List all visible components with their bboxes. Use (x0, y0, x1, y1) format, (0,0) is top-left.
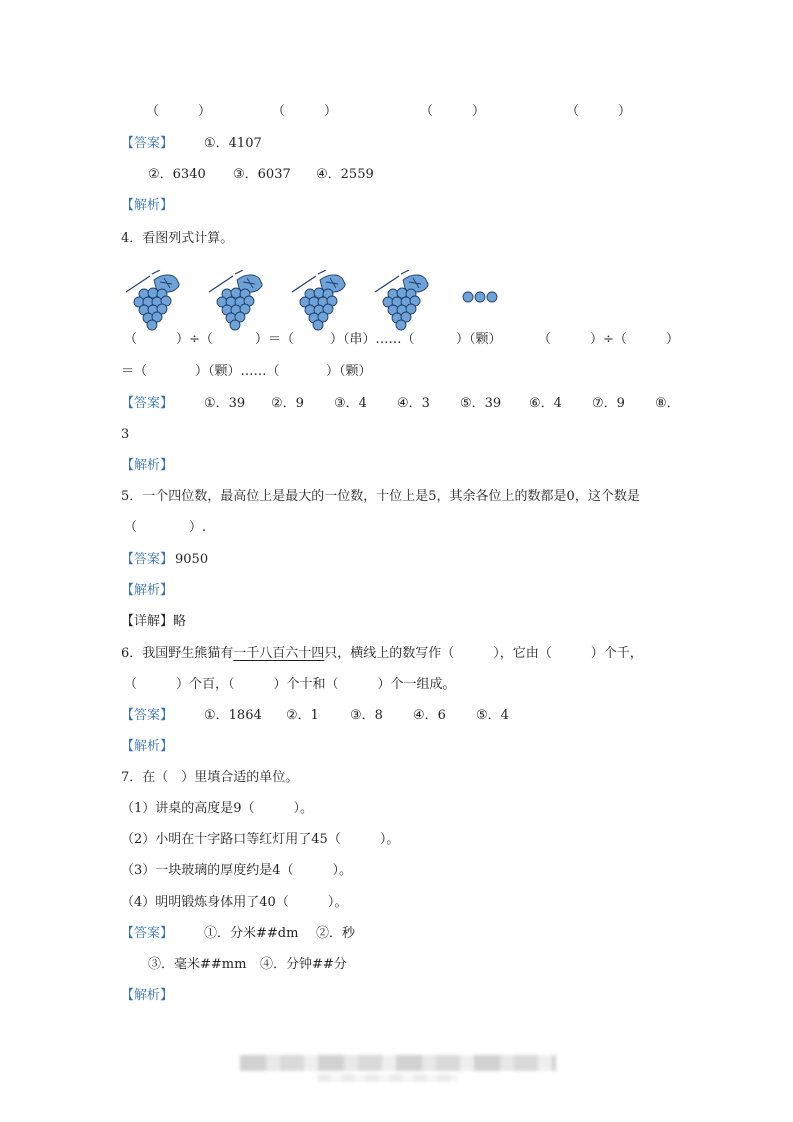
question-7-title: 7．在（ ）里填合适的单位。 (121, 770, 299, 785)
answer-tag: 【答案】 (121, 552, 174, 567)
question-7-item: （2）小明在十字路口等红灯用了45（ ）。 (121, 832, 400, 847)
formula-part: （ (124, 332, 138, 347)
analysis-tag: 【解析】 (121, 988, 174, 1003)
answer-text: ③．4 (334, 396, 367, 411)
answer-text: ③．毫米##mm (148, 957, 247, 972)
formula-part: ）÷（ (176, 332, 213, 347)
grape-bunch-icon (124, 270, 188, 332)
question-4-title: 4．看图列式计算。 (121, 231, 234, 246)
formula-part: ）（颗） (326, 364, 372, 379)
detail-text: 略 (173, 614, 187, 629)
answer-text: ①．1864 (204, 708, 262, 723)
answer-text: ④．3 (397, 396, 430, 411)
detail-tag (121, 613, 186, 631)
blurred-footer-sub (318, 1074, 458, 1082)
question-7-item: （3）一块玻璃的厚度约是4（ ）。 (121, 863, 353, 878)
blurred-footer (240, 1055, 556, 1071)
q6-text-b: 只，横线上的数写作（ ），它由（ ）个千， (324, 646, 643, 661)
answer-text: ②．9 (271, 396, 304, 411)
q6-underlined-number: 一千八百六十四 (233, 646, 325, 661)
answer-text: ①．分米##dm (204, 926, 299, 941)
answer-tag: 【答案】 (121, 708, 174, 723)
detail-label: 【详解】 (121, 614, 174, 629)
question-7-item: （1）讲桌的高度是9（ ）。 (121, 801, 314, 816)
answer-text: ⑥．4 (529, 396, 562, 411)
question-5-blank: （ ）. (124, 520, 207, 535)
answer-tag: 【答案】 (121, 396, 174, 411)
answer-text: ④．分钟##分 (260, 957, 347, 972)
formula-part: ）（颗）……（ (195, 364, 280, 379)
formula-part: ） (666, 332, 680, 347)
formula-part: （ (538, 332, 552, 347)
blank-2: （ ） (272, 104, 338, 119)
answer-text: ⑦．9 (592, 396, 625, 411)
formula-part: ）（颗） (456, 332, 502, 347)
analysis-tag: 【解析】 (121, 583, 174, 598)
grape-bunch-icon (373, 270, 437, 332)
blank-1: （ ） (146, 104, 212, 119)
formula-part: ＝（ (121, 364, 148, 379)
grape-bunch-icon (207, 270, 271, 332)
formula-part: ）（串）……（ (330, 332, 415, 347)
blank-3: （ ） (420, 104, 486, 119)
answer-text: ②．6340 (148, 167, 206, 182)
answer-text: ②．1 (286, 708, 319, 723)
answer-text: ⑤．39 (460, 396, 502, 411)
answer-text: ③．8 (350, 708, 383, 723)
question-6-text (121, 645, 643, 663)
analysis-tag: 【解析】 (121, 739, 174, 754)
answer-text: ②．秒 (316, 926, 356, 941)
loose-grapes-icon (462, 290, 498, 304)
answer-tag: 【答案】 (121, 926, 174, 941)
answer-text: ⑧． (655, 396, 680, 411)
answer-text: ①．39 (204, 396, 246, 411)
question-6-text2: （ ）个百，（ ）个十和（ ）个一组成。 (124, 677, 456, 692)
answer-text: ③．6037 (233, 167, 291, 182)
answer-text: ④．2559 (316, 167, 374, 182)
question-7-item: （4）明明锻炼身体用了40（ ）。 (121, 895, 348, 910)
q6-text-a: 6．我国野生熊猫有 (121, 646, 234, 661)
answer-text: ④．6 (413, 708, 446, 723)
blank-4: （ ） (566, 104, 632, 119)
analysis-tag: 【解析】 (121, 458, 174, 473)
grape-bunch-icon (290, 270, 354, 332)
answer-text: ⑤．4 (476, 708, 509, 723)
formula-part: ）＝（ (255, 332, 295, 347)
answer-text: 9050 (175, 552, 209, 567)
answer-text: ①．4107 (204, 136, 262, 151)
analysis-tag: 【解析】 (121, 198, 174, 213)
answer-text: 3 (121, 427, 130, 442)
question-5-text: 5．一个四位数，最高位上是最大的一位数，十位上是5，其余各位上的数都是0，这个数是 (121, 489, 640, 504)
formula-part: ）÷（ (590, 332, 627, 347)
answer-tag: 【答案】 (121, 136, 174, 151)
